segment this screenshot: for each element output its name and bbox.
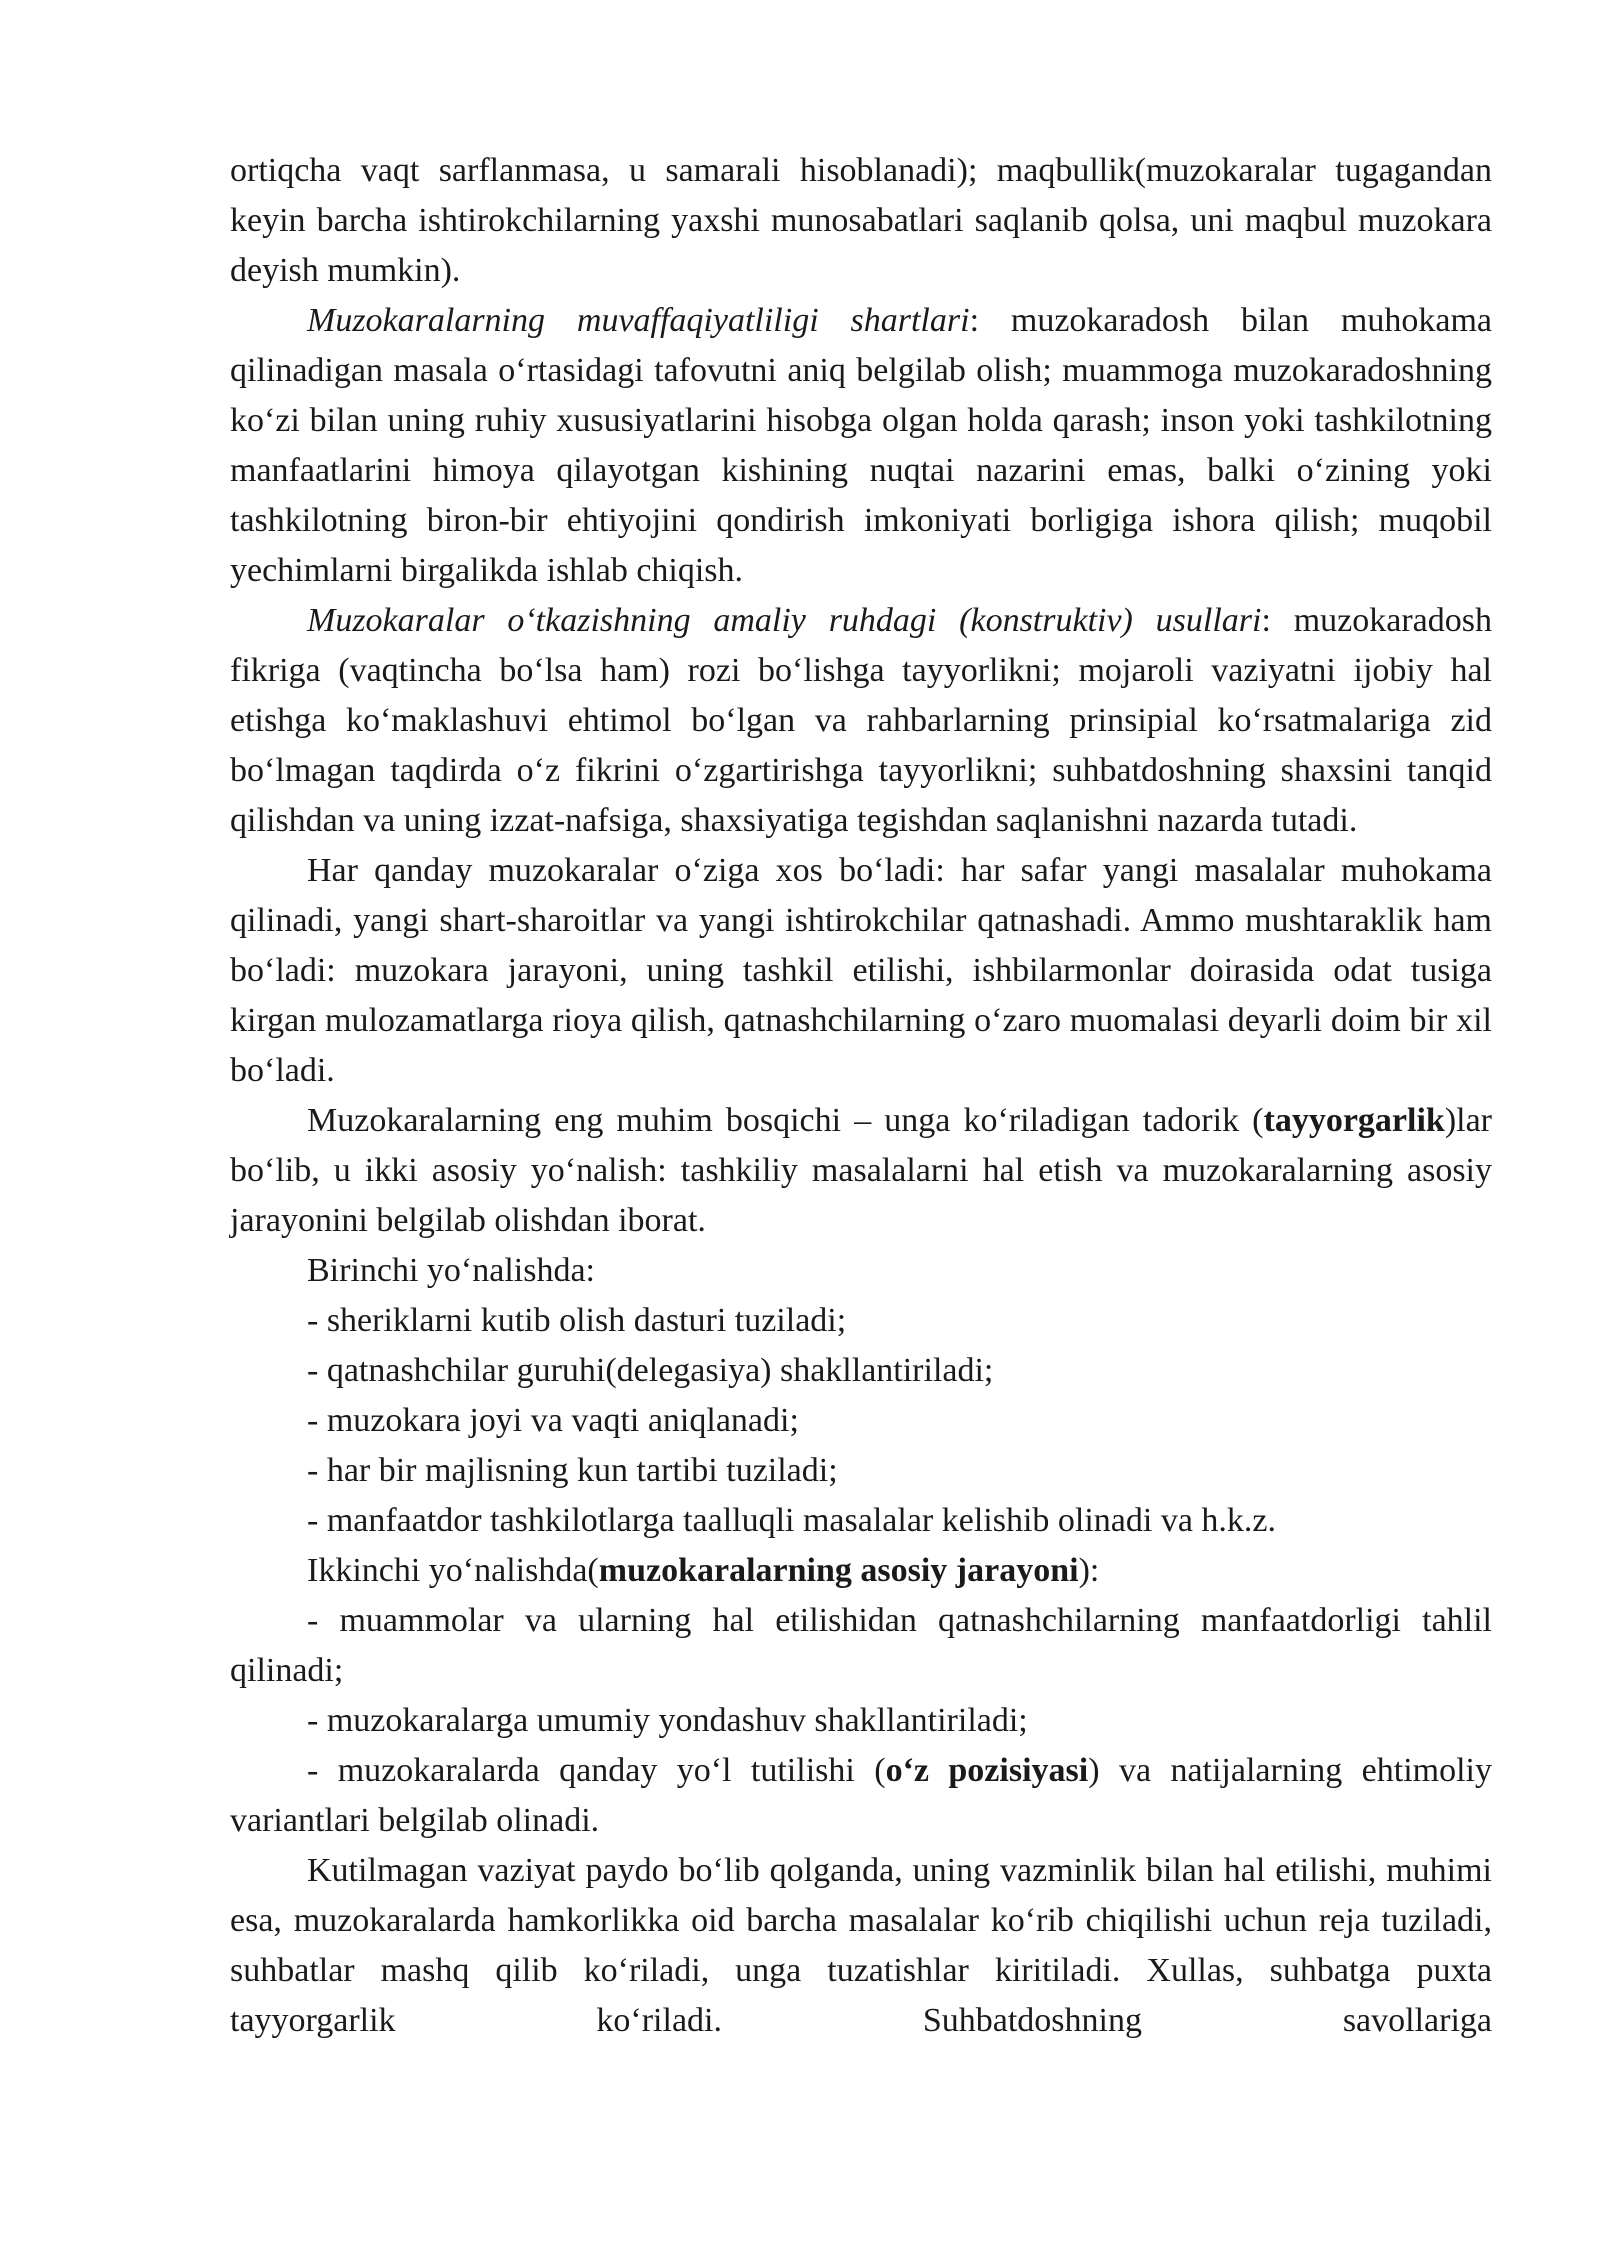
paragraph-unexpected: Kutilmagan vaziyat paydo bo‘lib qolganda, uning vazminlik bilan hal etilishi, muhimi esa, muzokaralarda hamkorlikka oid barcha masalalar ko‘rib chiqilishi uchun reja tuziladi, suhbatlar mashq qilib ko‘riladi, unga tuzatishlar kiritiladi. Xullas, suhbatga puxta tayyorgarlik ko‘riladi. Suhbatdoshning savollariga — [230, 1852, 1492, 2039]
list-item: - sheriklarni kutib olish dasturi tuziladi; — [307, 1302, 847, 1339]
list-item: - manfaatdor tashkilotlarga taalluqli masalalar kelishib olinadi va h.k.z. — [307, 1502, 1277, 1539]
list-item-text-a: - muzokaralarda qanday yo‘l tutilishi ( — [307, 1752, 886, 1789]
paragraph-conditions — [230, 296, 1492, 596]
list-item-text-b: ) va natijalarning ehtimoliy variantlari belgilab olinadi. — [230, 1752, 1493, 1839]
paragraph-stage — [230, 1096, 1492, 1246]
stage-text-a: Muzokaralarning eng muhim bosqichi – unga ko‘riladigan tadorik ( — [307, 1102, 1264, 1139]
second-direction-heading — [230, 1546, 1492, 1596]
paragraph-methods — [230, 596, 1492, 846]
list-item: - har bir majlisning kun tartibi tuziladi; — [307, 1452, 838, 1489]
conditions-heading: Muzokaralarning muvaffaqiyatliligi shartlari — [307, 302, 970, 339]
second-direction-text-b: ): — [1078, 1552, 1100, 1589]
paragraph-peculiarity: Har qanday muzokaralar o‘ziga xos bo‘ladi: har safar yangi masalalar muhokama qilinadi, yangi shart-sharoitlar va yangi ishtirokchilar qatnashadi. Ammo mushtaraklik ham bo‘ladi: muzokara jarayoni, uning tashkil etilishi, ishbilarmonlar doirasida odat tusiga kirgan mulozamatlarga rioya qilish, qatnashchilarning o‘zaro muomalasi deyarli doim bir xil bo‘ladi. — [230, 852, 1492, 1089]
body-text — [230, 146, 1492, 2046]
paragraph-1: ortiqcha vaqt sarflanmasa, u samarali hisoblanadi); maqbullik(muzokaralar tugagandan keyin barcha ishtirokchilarning yaxshi munosabatlari saqlanib qolsa, uni maqbul muzokara deyish mumkin). — [230, 152, 1492, 289]
list-item: - muzokaralarga umumiy yondashuv shakllantiriladi; — [307, 1702, 1028, 1739]
methods-text: : muzokaradosh fikriga (vaqtincha bo‘lsa ham) rozi bo‘lishga tayyorlikni; mojaroli vaziyatni ijobiy hal etishga ko‘maklashuvi ehtimol bo‘lgan va rahbarlarning prinsipial ko‘rsatmalariga zid bo‘lmagan taqdirda o‘z fikrini o‘zgartirishga tayyorlikni; suhbatdoshning shaxsini tanqid qilishdan va uning izzat-nafsiga, shaxsiyatiga tegishdan saqlanishni nazarda tutadi. — [230, 602, 1492, 839]
list-item: - qatnashchilar guruhi(delegasiya) shakllantiriladi; — [307, 1352, 994, 1389]
stage-bold-term: tayyorgarlik — [1263, 1102, 1445, 1139]
first-direction-heading: Birinchi yo‘nalishda: — [307, 1252, 596, 1289]
methods-heading: Muzokaralar o‘tkazishning amaliy ruhdagi (konstruktiv) usullari — [307, 602, 1262, 639]
second-direction-bold: muzokaralarning asosiy jarayoni — [598, 1552, 1079, 1589]
list-item: - muammolar va ularning hal etilishidan qatnashchilarning manfaatdorligi tahlil qilinadi; — [230, 1602, 1492, 1689]
stage-text-b: )lar bo‘lib, u ikki asosiy yo‘nalish: tashkiliy masalalarni hal etish va muzokaralarning asosiy jarayonini belgilab olishdan iborat. — [230, 1102, 1492, 1239]
list-item — [230, 1746, 1492, 1846]
conditions-text: : muzokaradosh bilan muhokama qilinadigan masala o‘rtasidagi tafovutni aniq belgilab olish; muammoga muzokaradoshning ko‘zi bilan uning ruhiy xususiyatlarini hisobga olgan holda qarash; inson yoki tashkilotning manfaatlarini himoya qilayotgan kishining nuqtai nazarini emas, balki o‘zining yoki tashkilotning biron-bir ehtiyojini qondirish imkoniyati borligiga ishora qilish; muqobil yechimlarni birgalikda ishlab chiqish. — [230, 302, 1492, 589]
second-direction-text-a: Ikkinchi yo‘nalishda( — [307, 1552, 599, 1589]
list-item-bold: o‘z pozisiyasi — [885, 1752, 1089, 1789]
list-item: - muzokara joyi va vaqti aniqlanadi; — [307, 1402, 799, 1439]
